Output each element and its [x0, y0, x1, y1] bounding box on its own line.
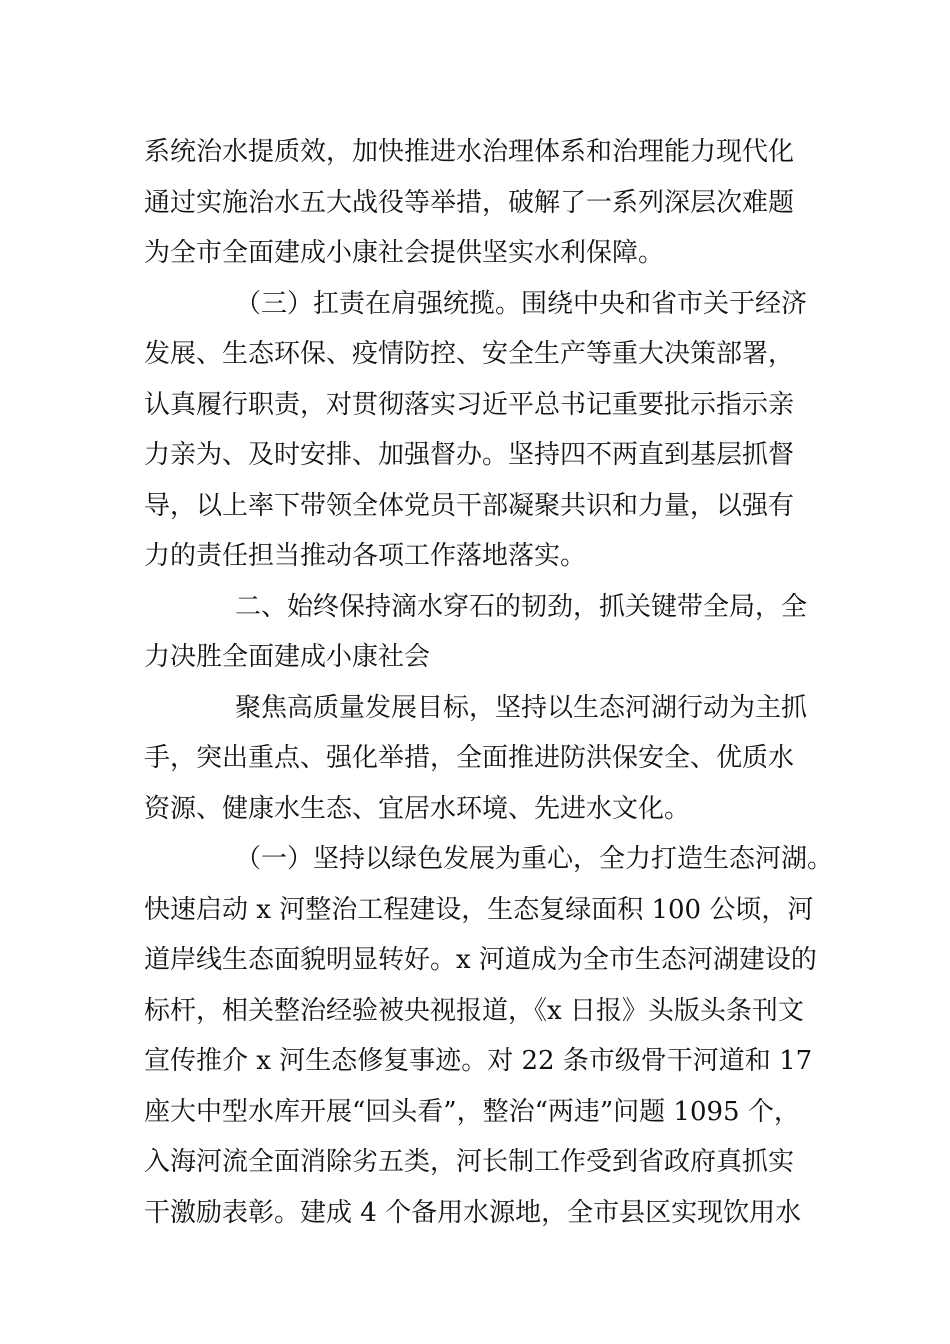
text-line: 资源、健康水生态、宜居水环境、先进水文化。 — [144, 793, 691, 824]
text-line: 标杆，相关整治经验被央视报道，《x 日报》头版头条刊文 — [144, 995, 804, 1026]
text-line: 认真履行职责，对贯彻落实习近平总书记重要批示指示亲 — [144, 389, 795, 420]
chapter-heading-line: 力决胜全面建成小康社会 — [144, 642, 431, 672]
text-line: 快速启动 x 河整治工程建设，生态复绿面积 100 公顷，河 — [144, 894, 814, 925]
text-line: 座大中型水库开展“回头看”，整治“两违”问题 1095 个， — [144, 1096, 800, 1127]
text-line: 通过实施治水五大战役等举措，破解了一系列深层次难题 — [144, 187, 795, 218]
body-text — [144, 127, 834, 1238]
text-line: 入海河流全面消除劣五类，河长制工作受到省政府真抓实 — [144, 1147, 795, 1177]
section-heading-line: （三）扛责在肩强统揽。围绕中央和省市关于经济 — [235, 288, 808, 319]
text-line: 力亲为、及时安排、加强督办。坚持四不两直到基层抓督 — [144, 440, 795, 470]
text-line: 力的责任担当推动各项工作落地落实。 — [144, 541, 587, 571]
text-line: 宣传推介 x 河生态修复事迹。对 22 条市级骨干河道和 17 — [144, 1046, 813, 1076]
text-line: 为全市全面建成小康社会提供坚实水利保障。 — [144, 238, 665, 268]
text-line: 聚焦高质量发展目标，坚持以生态河湖行动为主抓 — [235, 692, 808, 723]
chapter-heading-line: 二、始终保持滴水穿石的韧劲，抓关键带全局，全 — [235, 591, 808, 622]
text-line: 系统治水提质效，加快推进水治理体系和治理能力现代化 — [144, 137, 795, 167]
text-line: 手，突出重点、强化举措，全面推进防洪保安全、优质水 — [144, 743, 795, 773]
text-line: 导，以上率下带领全体党员干部凝聚共识和力量，以强有 — [144, 490, 795, 521]
text-line: 干激励表彰。建成 4 个备用水源地，全市县区实现饮用水 — [144, 1197, 802, 1228]
text-line: 道岸线生态面貌明显转好。x 河道成为全市生态河湖建设的 — [144, 945, 817, 975]
text-line: 发展、生态环保、疫情防控、安全生产等重大决策部署， — [144, 339, 795, 369]
section-heading-line: （一）坚持以绿色发展为重心，全力打造生态河湖。 — [235, 844, 834, 874]
